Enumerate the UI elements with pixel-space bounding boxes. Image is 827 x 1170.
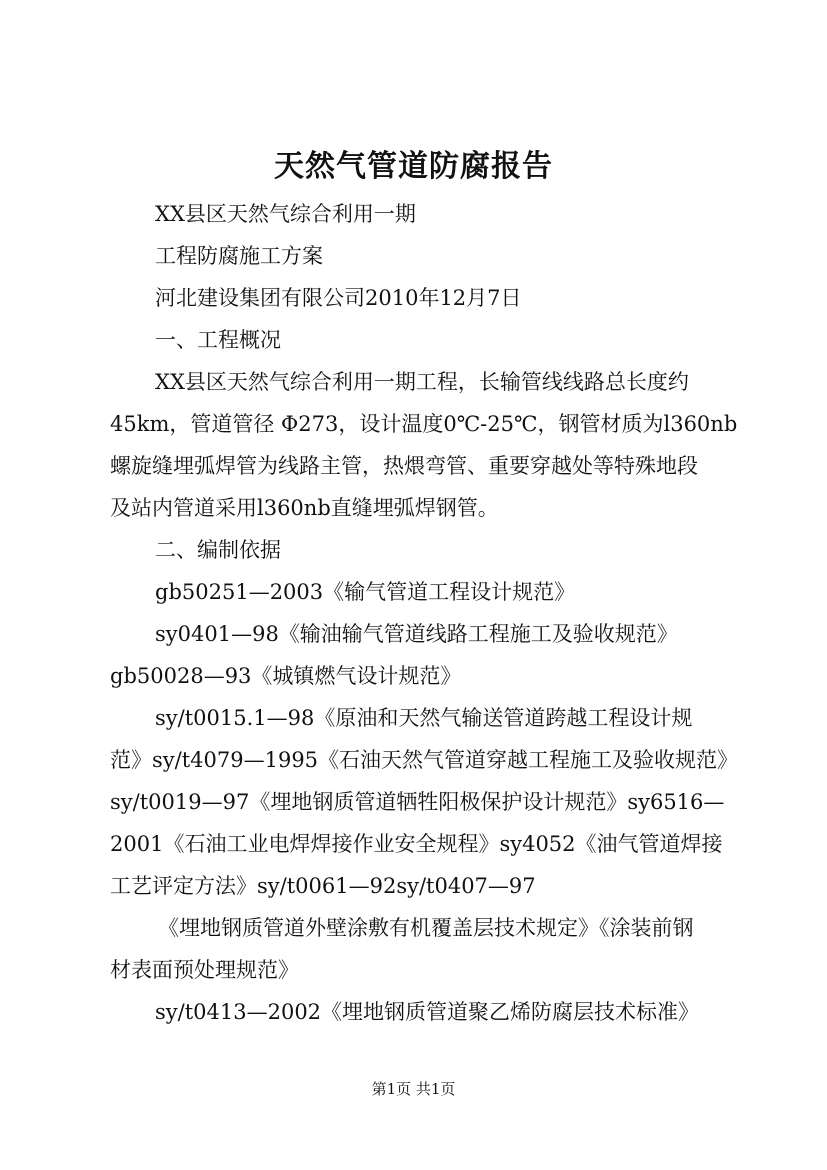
reference-line: sy0401—98《输油输气管道线路工程施工及验收规范》 [155, 622, 678, 646]
document-title: 天然气管道防腐报告 [274, 149, 553, 184]
section-heading: 二、编制依据 [155, 538, 281, 562]
text-line: 工程防腐施工方案 [155, 244, 323, 268]
paragraph-line: 及站内管道采用l360nb直缝埋弧焊钢管。 [110, 496, 499, 520]
reference-line: gb50251—2003《输气管道工程设计规范》 [155, 580, 576, 604]
paragraph-line: XX县区天然气综合利用一期工程，长输管线线路总长度约 [155, 370, 689, 394]
paragraph-line: 螺旋缝埋弧焊管为线路主管，热煨弯管、重要穿越处等特殊地段 [110, 454, 698, 478]
page-footer: 第1页 共1页 [371, 1080, 456, 1098]
text-line: 河北建设集团有限公司2010年12月7日 [155, 286, 522, 310]
paragraph-line: 45km，管道管径 Φ273，设计温度0℃-25℃，钢管材质为l360nb [110, 412, 738, 436]
reference-line: sy/t0015.1—98《原油和天然气输送管道跨越工程设计规 [155, 706, 693, 730]
reference-line: 范》sy/t4079—1995《石油天然气管道穿越工程施工及验收规范》 [110, 748, 739, 772]
reference-line: 《埋地钢质管道外壁涂敷有机覆盖层技术规定》《涂装前钢 [158, 916, 694, 940]
reference-line: 2001《石油工业电焊焊接作业安全规程》sy4052《油气管道焊接 [110, 832, 723, 856]
reference-line: sy/t0413—2002《埋地钢质管道聚乙烯防腐层技术标准》 [155, 1000, 700, 1024]
reference-line: 工艺评定方法》sy/t0061—92sy/t0407—97 [110, 874, 536, 898]
reference-line: 材表面预处理规范》 [110, 958, 299, 982]
text-line: XX县区天然气综合利用一期 [155, 202, 416, 226]
reference-line: gb50028—93《城镇燃气设计规范》 [110, 664, 462, 688]
section-heading: 一、工程概况 [155, 328, 281, 352]
reference-line: sy/t0019—97《埋地钢质管道牺牲阳极保护设计规范》sy6516— [110, 790, 725, 814]
